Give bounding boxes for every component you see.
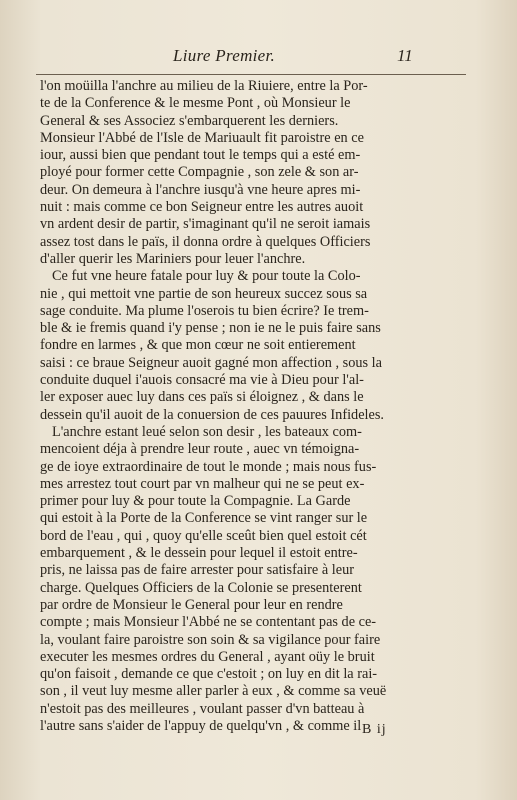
text-line: ge de ioye extraordinaire de tout le monde ; mais nous fus- (40, 458, 377, 475)
text-line: ployé pour former cette Compagnie , son zele & son ar- (40, 164, 359, 181)
text-line: iour, aussi bien que pendant tout le temps qui a esté em- (40, 147, 361, 164)
text-line: qu'on faisoit , demande ce que c'estoit ; on luy en dit la rai- (40, 666, 378, 683)
text-line: assez tost dans le païs, il donna ordre à quelques Officiers (40, 233, 371, 250)
paragraph (40, 268, 468, 424)
text-line: executer les mesmes ordres du General , ayant oüy le bruit (40, 648, 375, 665)
text-line: General & ses Associez s'embarquerent les derniers. (40, 112, 339, 129)
paragraph (40, 78, 468, 268)
text-line: bord de l'eau , qui , quoy qu'elle sceût bien quel estoit cét (40, 527, 367, 544)
text-line: te de la Conference & le mesme Pont , où Monsieur le (40, 95, 351, 112)
body-text (40, 78, 468, 735)
text-line: la, voulant faire paroistre son soin & sa vigilance pour faire (40, 631, 381, 648)
text-line: dessein qu'il auoit de la conuersion de ces pauures Infideles. (40, 406, 385, 423)
text-line: charge. Quelques Officiers de la Colonie se presenterent (40, 579, 362, 596)
text-line: L'anchre estant leué selon son desir , les bateaux com- (52, 423, 362, 440)
text-line: pris, ne laissa pas de faire arrester pour satisfaire à leur (40, 562, 354, 579)
text-line: nuit : mais comme ce bon Seigneur entre les autres auoit (40, 199, 364, 216)
page-header (0, 46, 517, 72)
text-line: mes arrestez tout court par vn malheur qui ne se peut ex- (40, 475, 365, 492)
signature-mark: B ij (362, 722, 387, 737)
text-line: fondre en larmes , & que mon cœur ne soit entierement (40, 337, 356, 354)
text-line: vn ardent desir de partir, s'imaginant qu'il ne seroit iamais (40, 216, 371, 233)
text-line: saisi : ce braue Seigneur auoit gagné mon affection , sous la (40, 354, 382, 371)
text-line: ble & ie fremis quand i'y pense ; non ie ne le puis faire sans (40, 320, 381, 337)
text-line: son , il veut luy mesme aller parler à eux , & comme sa veuë (40, 683, 387, 700)
page-number: 11 (397, 46, 413, 65)
text-line: ler exposer auec luy dans ces païs si éloignez , & dans le (40, 389, 364, 406)
text-line: primer pour luy & pour toute la Compagnie. La Garde (40, 493, 351, 510)
text-line: nie , qui mettoit vne partie de son heureux succez sous sa (40, 285, 368, 302)
text-line: qui estoit à la Porte de la Conference se vint ranger sur le (40, 510, 368, 527)
running-title: Liure Premier. (173, 46, 276, 65)
text-line: d'aller querir les Mariniers pour leuer l'anchre. (40, 250, 306, 267)
text-line: deur. On demeura à l'anchre iusqu'à vne heure apres mi- (40, 181, 361, 198)
header-rule (36, 74, 466, 75)
text-line: sage conduite. Ma plume l'oserois tu bien écrire? Ie trem- (40, 302, 369, 319)
paragraph (40, 424, 468, 735)
text-line: l'autre sans s'aider de l'appuy de quelqu'vn , & comme il (40, 717, 362, 734)
text-line: compte ; mais Monsieur l'Abbé ne se contentant pas de ce- (40, 614, 377, 631)
text-line: conduite duquel i'auois consacré ma vie à Dieu pour l'al- (40, 372, 364, 389)
text-line: Monsieur l'Abbé de l'Isle de Mariuault fit paroistre en ce (40, 129, 364, 146)
text-line: Ce fut vne heure fatale pour luy & pour toute la Colo- (52, 268, 361, 285)
text-line: par ordre de Monsieur le General pour leur en rendre (40, 596, 343, 613)
text-line: n'estoit pas des meilleures , voulant passer d'vn batteau à (40, 700, 365, 717)
text-line: l'on moüilla l'anchre au milieu de la Riuiere, entre la Por- (40, 78, 368, 94)
text-line: embarquement , & le dessein pour lequel il estoit entre- (40, 545, 358, 562)
text-line: mencoient déja à prendre leur route , auec vn témoigna- (40, 441, 360, 458)
